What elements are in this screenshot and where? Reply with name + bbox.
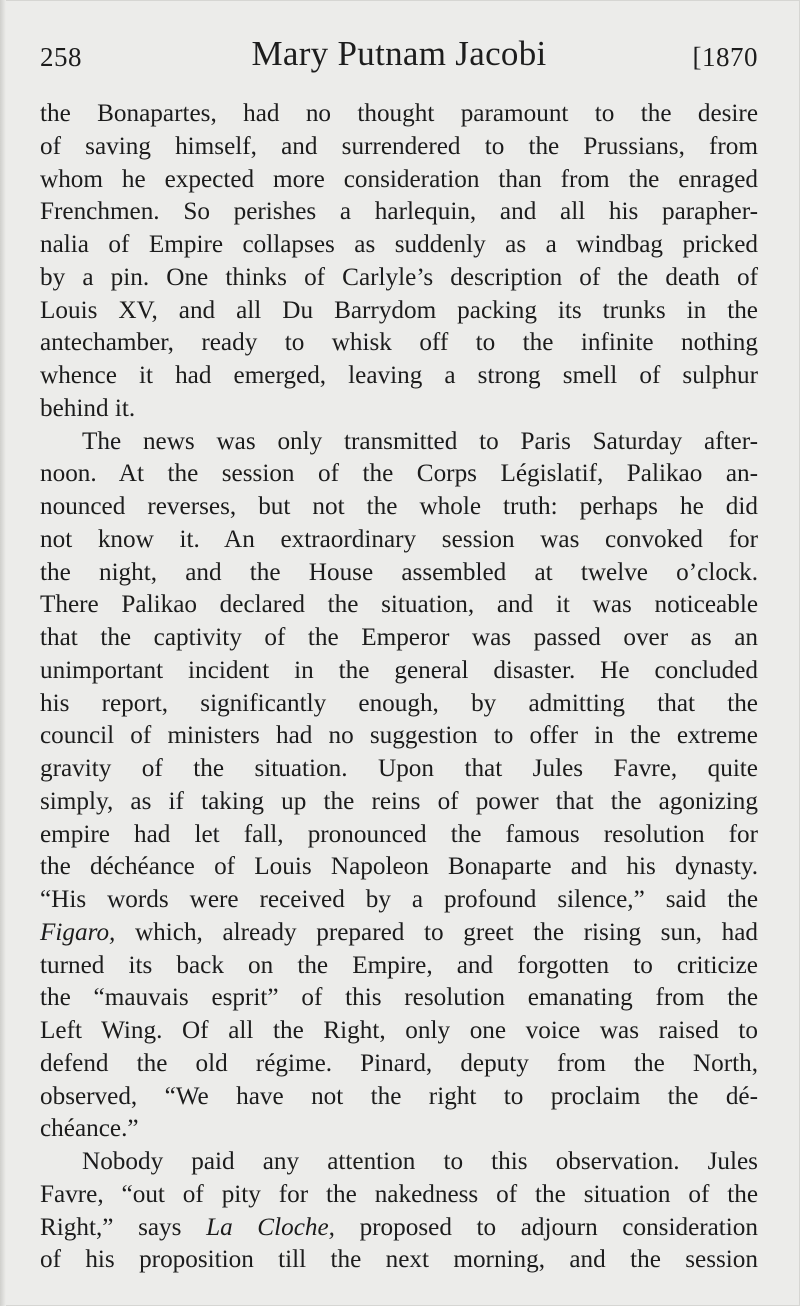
text-line: unimportant incident in the general disaster. He concluded	[40, 656, 758, 684]
paragraph-1	[40, 98, 758, 426]
page-edge-shadow	[0, 0, 6, 1306]
text-line: Nobody paid any attention to this observation. Jules	[82, 1148, 758, 1175]
text-line: Favre, “out of pity for the nakedness of the situation of the	[40, 1180, 758, 1208]
text-line: observed, “We have not the right to proclaim the dé-	[40, 1082, 758, 1110]
cloche-after: proposed to adjourn consideration	[334, 1213, 758, 1241]
text-line	[40, 1212, 758, 1245]
page-number: 258	[40, 42, 82, 72]
text-line: noon. At the session of the Corps Législatif, Palikao an-	[40, 460, 758, 488]
text-line: simply, as if taking up the reins of power that the agonizing	[40, 787, 758, 815]
text-line: empire had let fall, pronounced the famous resolution for	[40, 820, 758, 848]
text-line: of saving himself, and surrendered to the Prussians, from	[40, 132, 758, 160]
cloche-before: Right,” says	[40, 1213, 207, 1241]
text-line: The news was only transmitted to Paris Saturday after-	[82, 427, 758, 455]
text-line: defend the old régime. Pinard, deputy from the North,	[40, 1049, 758, 1077]
text-line: by a pin. One thinks of Carlyle’s description of the death of	[40, 263, 758, 291]
text-line: council of ministers had no suggestion to offer in the extreme	[40, 722, 758, 750]
text-line: turned its back on the Empire, and forgotten to criticize	[40, 951, 758, 979]
page-header	[40, 34, 758, 80]
text-line: “His words were received by a profound silence,” said the	[40, 886, 758, 913]
text-line: Frenchmen. So perishes a harlequin, and all his parapher-	[40, 198, 758, 226]
paragraph-2-end	[40, 950, 758, 1147]
text-line: not know it. An extraordinary session was convoked for	[40, 525, 758, 553]
text-line: the “mauvais esprit” of this resolution emanating from the	[40, 984, 758, 1012]
text-line: nounced reverses, but not the whole truth: perhaps he did	[40, 493, 758, 520]
text-line: whence it had emerged, leaving a strong smell of sulphur	[40, 362, 758, 389]
text-line: of his proposition till the next morning, and the session	[40, 1246, 758, 1274]
header-year: [1870	[692, 42, 758, 72]
text-line: the Bonapartes, had no thought paramount to the desire	[40, 100, 758, 127]
text-line: his report, significantly enough, by admitting that the	[40, 689, 758, 717]
text-line: gravity of the situation. Upon that Jules Favre, quite	[40, 755, 758, 782]
text-line: chéance.”	[40, 1115, 139, 1143]
text-line	[40, 917, 758, 950]
text-line: Left Wing. Of all the Right, only one voice was raised to	[40, 1017, 758, 1044]
running-title: Mary Putnam Jacobi	[251, 34, 547, 73]
figaro-italic: Figaro,	[40, 918, 116, 946]
text-line: the night, and the House assembled at twelve o’clock.	[40, 558, 758, 586]
text-line: that the captivity of the Emperor was passed over as an	[40, 624, 758, 651]
text-line: the déchéance of Louis Napoleon Bonaparte and his dynasty.	[40, 853, 758, 881]
text-line: There Palikao declared the situation, and it was noticeable	[40, 591, 758, 619]
text-line: nalia of Empire collapses as suddenly as a windbag pricked	[40, 231, 758, 258]
text-line: behind it.	[40, 394, 136, 422]
la-cloche-italic: La Cloche,	[206, 1213, 335, 1241]
text-line: whom he expected more consideration than from the enraged	[40, 165, 758, 193]
body-text	[40, 98, 758, 1277]
figaro-rest: which, already prepared to greet the rising sun, had	[115, 918, 758, 946]
paragraph-2	[40, 426, 758, 917]
text-line: Louis XV, and all Du Barrydom packing its trunks in the	[40, 296, 758, 324]
text-line: antechamber, ready to whisk off to the infinite nothing	[40, 329, 758, 357]
